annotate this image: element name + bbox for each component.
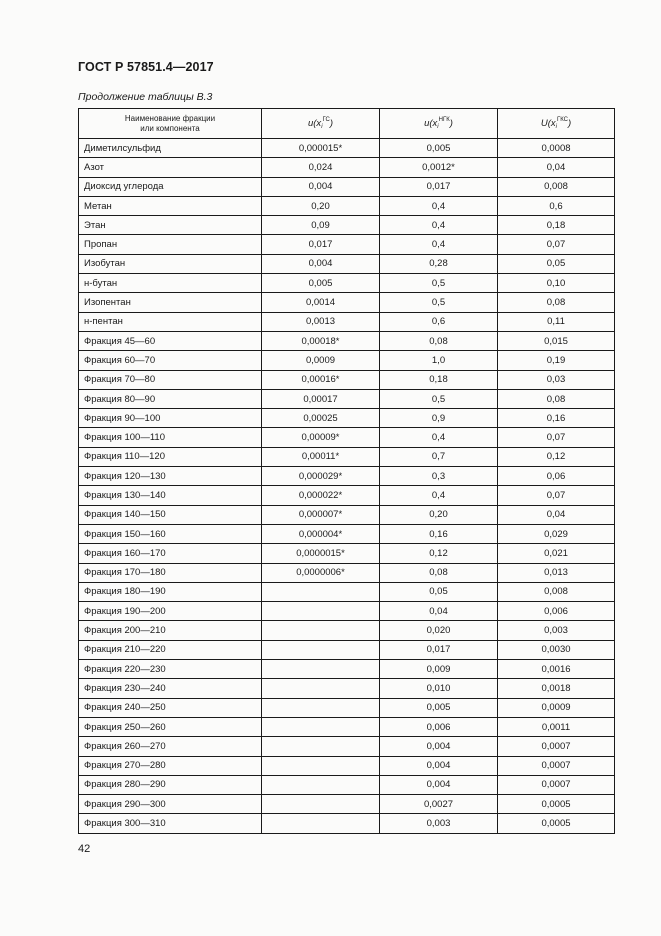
u-ngk-cell: 0,05 bbox=[380, 582, 498, 601]
header-name-line-1: Наименование фракции bbox=[124, 113, 216, 123]
header-u-ngk-close: ) bbox=[449, 118, 453, 129]
u-ngk-cell: 0,5 bbox=[380, 389, 498, 408]
header-u-gks bbox=[498, 109, 615, 139]
component-name-cell: Фракция 300—310 bbox=[79, 814, 262, 833]
u-ngk-cell: 0,010 bbox=[380, 679, 498, 698]
table-row bbox=[79, 158, 615, 177]
table-caption: Продолжение таблицы В.3 bbox=[78, 91, 213, 103]
document-title: ГОСТ Р 57851.4—2017 bbox=[78, 60, 214, 74]
u-ngk-cell: 0,7 bbox=[380, 447, 498, 466]
u-gs-cell bbox=[262, 814, 380, 833]
header-u-gks-close: ) bbox=[567, 118, 572, 129]
u-ngk-cell: 0,3 bbox=[380, 467, 498, 486]
u-gs-cell: 0,20 bbox=[262, 196, 380, 215]
component-name-cell: Фракция 180—190 bbox=[79, 582, 262, 601]
table-row bbox=[79, 389, 615, 408]
u-ngk-cell: 0,28 bbox=[380, 254, 498, 273]
u-gks-cell: 0,0005 bbox=[498, 814, 615, 833]
table-row bbox=[79, 409, 615, 428]
u-gks-cell: 0,08 bbox=[498, 389, 615, 408]
u-gs-cell: 0,0000006* bbox=[262, 563, 380, 582]
u-gks-cell: 0,08 bbox=[498, 293, 615, 312]
u-gks-cell: 0,10 bbox=[498, 274, 615, 293]
u-ngk-cell: 0,6 bbox=[380, 312, 498, 331]
table-row bbox=[79, 505, 615, 524]
u-ngk-cell: 0,004 bbox=[380, 756, 498, 775]
u-ngk-cell: 0,020 bbox=[380, 621, 498, 640]
u-ngk-cell: 0,004 bbox=[380, 737, 498, 756]
u-ngk-cell: 0,009 bbox=[380, 660, 498, 679]
u-gs-cell bbox=[262, 717, 380, 736]
u-gks-cell: 0,07 bbox=[498, 235, 615, 254]
u-gs-cell: 0,00016* bbox=[262, 370, 380, 389]
component-name-cell: Фракция 160—170 bbox=[79, 544, 262, 563]
component-name-cell: н-пентан bbox=[79, 312, 262, 331]
table-row bbox=[79, 640, 615, 659]
header-u-gs-main: u(x bbox=[307, 118, 322, 129]
component-name-cell: Фракция 290—300 bbox=[79, 795, 262, 814]
u-gs-cell: 0,000022* bbox=[262, 486, 380, 505]
u-ngk-cell: 1,0 bbox=[380, 351, 498, 370]
component-name-cell: Фракция 120—130 bbox=[79, 467, 262, 486]
u-gs-cell: 0,00009* bbox=[262, 428, 380, 447]
component-name-cell: Фракция 110—120 bbox=[79, 447, 262, 466]
u-gs-cell bbox=[262, 737, 380, 756]
table-row bbox=[79, 621, 615, 640]
component-name-cell: Фракция 80—90 bbox=[79, 389, 262, 408]
u-ngk-cell: 0,04 bbox=[380, 602, 498, 621]
u-gks-cell: 0,003 bbox=[498, 621, 615, 640]
page-number: 42 bbox=[78, 843, 91, 855]
u-gs-cell: 0,09 bbox=[262, 216, 380, 235]
u-ngk-cell: 0,9 bbox=[380, 409, 498, 428]
table-row bbox=[79, 331, 615, 350]
u-gs-cell bbox=[262, 775, 380, 794]
component-name-cell: Фракция 220—230 bbox=[79, 660, 262, 679]
table-row bbox=[79, 312, 615, 331]
u-gks-cell: 0,12 bbox=[498, 447, 615, 466]
u-gks-cell: 0,021 bbox=[498, 544, 615, 563]
u-ngk-cell: 0,08 bbox=[380, 331, 498, 350]
u-gks-cell: 0,03 bbox=[498, 370, 615, 389]
u-gks-cell: 0,04 bbox=[498, 505, 615, 524]
u-ngk-cell: 0,003 bbox=[380, 814, 498, 833]
table-row bbox=[79, 351, 615, 370]
u-gs-cell bbox=[262, 660, 380, 679]
u-gks-cell: 0,015 bbox=[498, 331, 615, 350]
component-name-cell: Фракция 260—270 bbox=[79, 737, 262, 756]
table-row bbox=[79, 698, 615, 717]
u-gs-cell: 0,00025 bbox=[262, 409, 380, 428]
component-name-cell: Фракция 170—180 bbox=[79, 563, 262, 582]
u-gks-cell: 0,0030 bbox=[498, 640, 615, 659]
u-gks-cell: 0,008 bbox=[498, 177, 615, 196]
u-gs-cell: 0,000004* bbox=[262, 524, 380, 543]
header-u-gs bbox=[262, 109, 380, 139]
table-body bbox=[79, 139, 615, 834]
u-gks-cell: 0,05 bbox=[498, 254, 615, 273]
component-name-cell: Фракция 270—280 bbox=[79, 756, 262, 775]
table-row bbox=[79, 795, 615, 814]
u-gs-cell: 0,0000015* bbox=[262, 544, 380, 563]
u-gs-cell bbox=[262, 602, 380, 621]
u-gks-cell: 0,19 bbox=[498, 351, 615, 370]
header-component-name bbox=[79, 109, 262, 139]
u-gs-cell: 0,004 bbox=[262, 254, 380, 273]
u-gks-cell: 0,029 bbox=[498, 524, 615, 543]
header-u-ngk-sub: i bbox=[437, 124, 439, 130]
table-row bbox=[79, 775, 615, 794]
u-gks-cell: 0,0008 bbox=[498, 139, 615, 158]
u-ngk-cell: 0,12 bbox=[380, 544, 498, 563]
component-name-cell: Фракция 150—160 bbox=[79, 524, 262, 543]
u-gs-cell: 0,0014 bbox=[262, 293, 380, 312]
u-gs-cell: 0,005 bbox=[262, 274, 380, 293]
u-gks-cell: 0,16 bbox=[498, 409, 615, 428]
component-name-cell: Фракция 200—210 bbox=[79, 621, 262, 640]
component-name-cell: Фракция 140—150 bbox=[79, 505, 262, 524]
u-gks-cell: 0,04 bbox=[498, 158, 615, 177]
u-gs-cell bbox=[262, 756, 380, 775]
u-gks-cell: 0,6 bbox=[498, 196, 615, 215]
header-u-ngk-main: u(x bbox=[424, 118, 438, 129]
component-name-cell: Фракция 60—70 bbox=[79, 351, 262, 370]
component-name-cell: Метан bbox=[79, 196, 262, 215]
table-row bbox=[79, 717, 615, 736]
component-name-cell: Фракция 230—240 bbox=[79, 679, 262, 698]
u-gks-cell: 0,0005 bbox=[498, 795, 615, 814]
table-row bbox=[79, 196, 615, 215]
u-gks-cell: 0,0007 bbox=[498, 756, 615, 775]
u-gs-cell bbox=[262, 698, 380, 717]
table-row bbox=[79, 756, 615, 775]
u-gks-cell: 0,0007 bbox=[498, 737, 615, 756]
header-u-ngk-sup: НГК bbox=[438, 117, 450, 123]
u-gs-cell bbox=[262, 679, 380, 698]
u-ngk-cell: 0,18 bbox=[380, 370, 498, 389]
u-gs-cell bbox=[262, 582, 380, 601]
table-row bbox=[79, 254, 615, 273]
u-gks-cell: 0,0009 bbox=[498, 698, 615, 717]
u-gs-cell: 0,000029* bbox=[262, 467, 380, 486]
component-name-cell: Фракция 240—250 bbox=[79, 698, 262, 717]
table-row bbox=[79, 428, 615, 447]
u-ngk-cell: 0,017 bbox=[380, 177, 498, 196]
component-name-cell: Пропан bbox=[79, 235, 262, 254]
table-row bbox=[79, 274, 615, 293]
u-ngk-cell: 0,004 bbox=[380, 775, 498, 794]
u-ngk-cell: 0,4 bbox=[380, 428, 498, 447]
component-name-cell: Диоксид углерода bbox=[79, 177, 262, 196]
u-gs-cell bbox=[262, 640, 380, 659]
u-gs-cell: 0,00011* bbox=[262, 447, 380, 466]
u-ngk-cell: 0,0012* bbox=[380, 158, 498, 177]
u-ngk-cell: 0,08 bbox=[380, 563, 498, 582]
table-row bbox=[79, 447, 615, 466]
component-name-cell: Фракция 190—200 bbox=[79, 602, 262, 621]
component-name-cell: Фракция 210—220 bbox=[79, 640, 262, 659]
component-name-cell: Изобутан bbox=[79, 254, 262, 273]
table-row bbox=[79, 235, 615, 254]
table-row bbox=[79, 737, 615, 756]
table-row bbox=[79, 293, 615, 312]
u-ngk-cell: 0,5 bbox=[380, 274, 498, 293]
u-gks-cell: 0,07 bbox=[498, 486, 615, 505]
table-row bbox=[79, 370, 615, 389]
component-name-cell: Этан bbox=[79, 216, 262, 235]
u-gs-cell: 0,000007* bbox=[262, 505, 380, 524]
u-gks-cell: 0,0018 bbox=[498, 679, 615, 698]
u-gs-cell: 0,000015* bbox=[262, 139, 380, 158]
header-u-gs-sub: i bbox=[321, 124, 323, 130]
u-gs-cell: 0,00017 bbox=[262, 389, 380, 408]
table-row bbox=[79, 582, 615, 601]
u-gs-cell: 0,0009 bbox=[262, 351, 380, 370]
u-ngk-cell: 0,005 bbox=[380, 139, 498, 158]
component-name-cell: Фракция 280—290 bbox=[79, 775, 262, 794]
u-gs-cell: 0,00018* bbox=[262, 331, 380, 350]
u-gs-cell bbox=[262, 621, 380, 640]
table-row bbox=[79, 467, 615, 486]
header-u-gs-sup: ГС bbox=[322, 117, 330, 123]
u-gks-cell: 0,07 bbox=[498, 428, 615, 447]
u-gks-cell: 0,11 bbox=[498, 312, 615, 331]
component-name-cell: Фракция 45—60 bbox=[79, 331, 262, 350]
u-gks-cell: 0,013 bbox=[498, 563, 615, 582]
header-u-gks-sub: i bbox=[555, 124, 557, 130]
table-row bbox=[79, 679, 615, 698]
table-row bbox=[79, 524, 615, 543]
u-ngk-cell: 0,4 bbox=[380, 216, 498, 235]
u-gks-cell: 0,008 bbox=[498, 582, 615, 601]
u-gs-cell: 0,004 bbox=[262, 177, 380, 196]
u-gks-cell: 0,0016 bbox=[498, 660, 615, 679]
table-header-row bbox=[79, 109, 615, 139]
component-name-cell: Азот bbox=[79, 158, 262, 177]
u-ngk-cell: 0,4 bbox=[380, 196, 498, 215]
table-row bbox=[79, 177, 615, 196]
u-ngk-cell: 0,20 bbox=[380, 505, 498, 524]
component-name-cell: Фракция 130—140 bbox=[79, 486, 262, 505]
table-row bbox=[79, 660, 615, 679]
u-ngk-cell: 0,4 bbox=[380, 235, 498, 254]
component-name-cell: Фракция 250—260 bbox=[79, 717, 262, 736]
table-row bbox=[79, 486, 615, 505]
header-u-gks-main: U(x bbox=[540, 118, 556, 129]
table-row bbox=[79, 139, 615, 158]
u-gks-cell: 0,18 bbox=[498, 216, 615, 235]
u-gs-cell: 0,017 bbox=[262, 235, 380, 254]
u-ngk-cell: 0,5 bbox=[380, 293, 498, 312]
u-gks-cell: 0,0007 bbox=[498, 775, 615, 794]
u-ngk-cell: 0,017 bbox=[380, 640, 498, 659]
u-ngk-cell: 0,4 bbox=[380, 486, 498, 505]
table-row bbox=[79, 544, 615, 563]
table-row bbox=[79, 216, 615, 235]
u-ngk-cell: 0,005 bbox=[380, 698, 498, 717]
u-gs-cell: 0,024 bbox=[262, 158, 380, 177]
component-name-cell: Фракция 100—110 bbox=[79, 428, 262, 447]
component-name-cell: Диметилсульфид bbox=[79, 139, 262, 158]
u-gs-cell: 0,0013 bbox=[262, 312, 380, 331]
u-gks-cell: 0,06 bbox=[498, 467, 615, 486]
header-name-line-2: или компонента bbox=[140, 123, 200, 133]
component-name-cell: н-бутан bbox=[79, 274, 262, 293]
u-ngk-cell: 0,16 bbox=[380, 524, 498, 543]
u-gks-cell: 0,0011 bbox=[498, 717, 615, 736]
uncertainty-table bbox=[78, 108, 615, 834]
u-gs-cell bbox=[262, 795, 380, 814]
table-row bbox=[79, 602, 615, 621]
table-row bbox=[79, 814, 615, 833]
component-name-cell: Фракция 90—100 bbox=[79, 409, 262, 428]
header-u-ngk bbox=[380, 109, 498, 139]
header-u-gks-sup: ГКС bbox=[556, 117, 568, 123]
table-row bbox=[79, 563, 615, 582]
u-ngk-cell: 0,006 bbox=[380, 717, 498, 736]
u-ngk-cell: 0,0027 bbox=[380, 795, 498, 814]
component-name-cell: Изопентан bbox=[79, 293, 262, 312]
header-u-gs-close: ) bbox=[329, 118, 334, 129]
component-name-cell: Фракция 70—80 bbox=[79, 370, 262, 389]
u-gks-cell: 0,006 bbox=[498, 602, 615, 621]
